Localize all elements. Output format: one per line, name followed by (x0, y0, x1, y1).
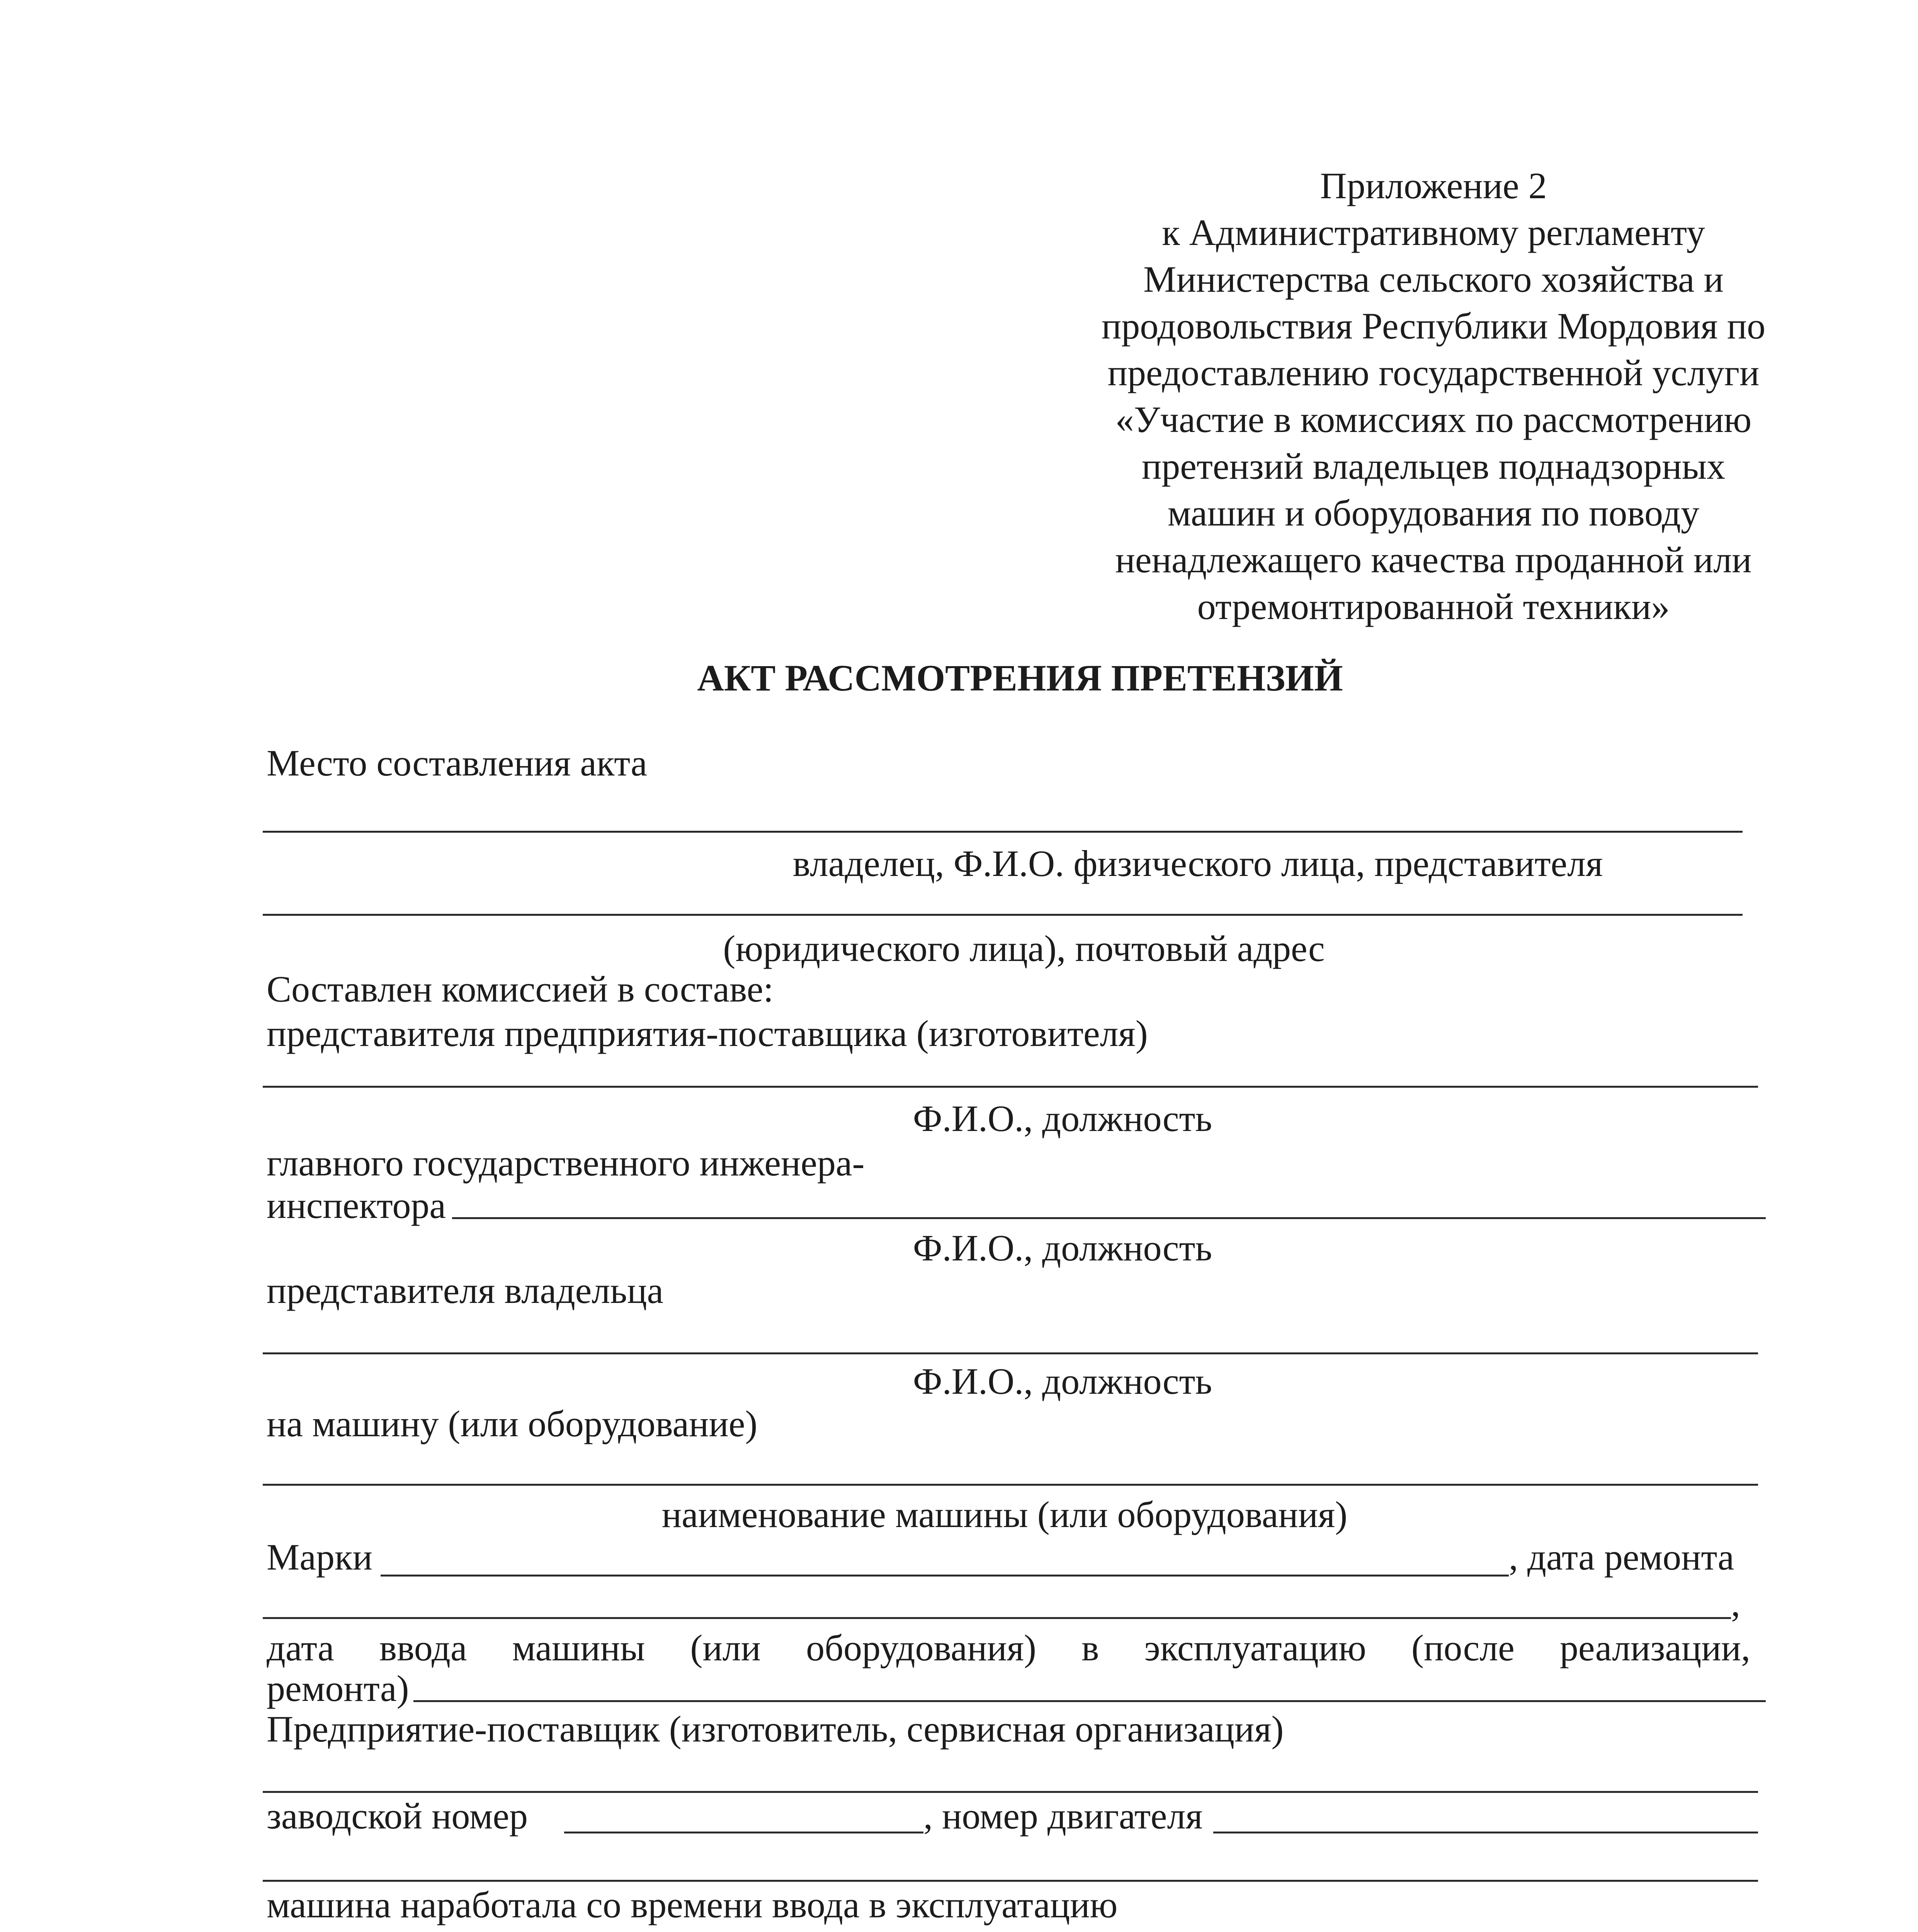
supplier-rep-line[interactable] (263, 1086, 1758, 1088)
repair-date-line[interactable] (263, 1617, 1731, 1619)
owner-caption: владелец, Ф.И.О. физического лица, представителя (792, 843, 1603, 884)
serial-number-line[interactable] (564, 1832, 923, 1833)
appendix-line: претензий владельцев поднадзорных (1141, 446, 1726, 487)
inspector-line[interactable] (452, 1217, 1766, 1219)
serial-label: заводской номер (267, 1795, 528, 1837)
appendix-line: предоставлению государственной услуги (1107, 352, 1760, 393)
appendix-line: Приложение 2 (1320, 165, 1547, 206)
fio-position-caption: Ф.И.О., должность (913, 1098, 1212, 1139)
fio-position-caption: Ф.И.О., должность (913, 1361, 1212, 1402)
commission-label: Составлен комиссией в составе: (267, 968, 774, 1010)
worked-label: машина наработала со времени ввода в эксплуатацию (267, 1884, 1118, 1925)
legal-caption: (юридического лица), почтовый адрес (723, 928, 1325, 969)
engine-label: , номер двигателя (923, 1795, 1203, 1837)
repair-date-label: , дата ремонта (1509, 1536, 1734, 1578)
brand-line[interactable] (381, 1575, 1509, 1577)
appendix-header (1074, 162, 1793, 630)
supplier-label: Предприятие-поставщик (изготовитель, сервисная организация) (267, 1708, 1284, 1750)
comma: , (1731, 1583, 1740, 1624)
commissioning-label: дата ввода машины (или оборудования) в эксплуатацию (после реализации, (267, 1627, 1750, 1668)
owner-rep-label: представителя владельца (267, 1270, 663, 1311)
appendix-line: «Участие в комиссиях по рассмотрению (1115, 399, 1752, 440)
machine-name-caption: наименование машины (или оборудования) (661, 1494, 1348, 1535)
document-title: АКТ РАССМОТРЕНИЯ ПРЕТЕНЗИЙ (697, 657, 1343, 699)
appendix-line: к Административному регламенту (1162, 212, 1705, 253)
commissioning-date-line[interactable] (413, 1700, 1766, 1702)
appendix-line: ненадлежащего качества проданной или (1115, 539, 1752, 580)
owner-line[interactable] (263, 831, 1743, 833)
appendix-line: Министерства сельского хозяйства и (1143, 259, 1724, 300)
fio-position-caption: Ф.И.О., должность (913, 1227, 1212, 1269)
supplier-rep-label: представителя предприятия-поставщика (изготовителя) (267, 1013, 1148, 1054)
commissioning-label: ремонта) (267, 1668, 409, 1709)
place-label: Место составления акта (267, 742, 647, 784)
inspector-label: главного государственного инженера- (267, 1142, 865, 1184)
appendix-line: машин и оборудования по поводу (1167, 492, 1700, 534)
owner-rep-line[interactable] (263, 1352, 1758, 1354)
inspector-label: инспектора (267, 1185, 446, 1226)
brand-label: Марки (267, 1536, 372, 1578)
appendix-line: отремонтированной техники» (1197, 586, 1670, 627)
machine-name-line[interactable] (263, 1484, 1758, 1486)
engine-number-line[interactable] (1213, 1832, 1758, 1833)
appendix-line: продовольствия Республики Мордовия по (1101, 305, 1766, 347)
legal-entity-line[interactable] (263, 914, 1743, 916)
machine-label: на машину (или оборудование) (267, 1403, 758, 1444)
